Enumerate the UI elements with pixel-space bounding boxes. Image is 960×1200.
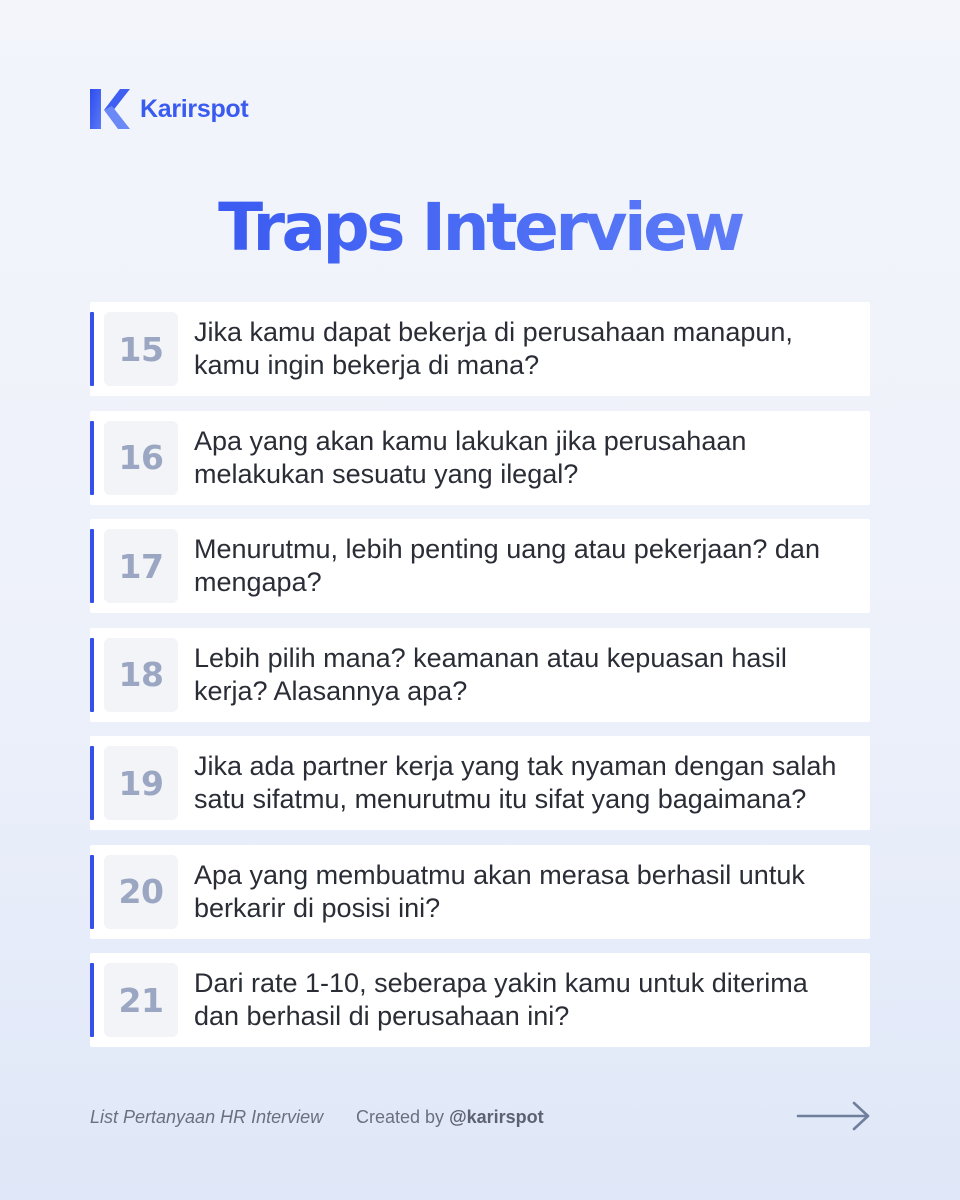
arrow-right-icon[interactable]: [796, 1100, 872, 1132]
accent-bar: [90, 421, 94, 495]
question-number: 19: [104, 746, 178, 820]
question-item: [90, 519, 870, 613]
accent-bar: [90, 638, 94, 712]
question-text: Jika ada partner kerja yang tak nyaman dengan salah satu sifatmu, menurutmu itu sifat yang bagaimana?: [194, 751, 837, 814]
question-number: 15: [104, 312, 178, 386]
credit-prefix: Created by: [356, 1107, 445, 1127]
question-number: 21: [104, 963, 178, 1037]
accent-bar: [90, 529, 94, 603]
question-item: [90, 736, 870, 830]
question-number: 16: [104, 421, 178, 495]
question-text: Lebih pilih mana? keamanan atau kepuasan hasil kerja? Alasannya apa?: [194, 642, 787, 706]
brand: [90, 88, 248, 130]
question-number: 18: [104, 638, 178, 712]
question-text: Menurutmu, lebih penting uang atau pekerjaan? dan mengapa?: [194, 534, 820, 597]
footer-list-label: List Pertanyaan HR Interview: [90, 1107, 324, 1127]
question-item: [90, 845, 870, 939]
brand-name: Karirspot: [140, 94, 249, 123]
question-item: [90, 628, 870, 722]
question-item: [90, 302, 870, 396]
footer-credit: [356, 1107, 544, 1128]
accent-bar: [90, 746, 94, 820]
question-number: 20: [104, 855, 178, 929]
question-number: 17: [104, 529, 178, 603]
question-list: [90, 302, 870, 1062]
question-text: Dari rate 1-10, seberapa yakin kamu untuk diterima dan berhasil di perusahaan ini?: [194, 968, 808, 1031]
accent-bar: [90, 963, 94, 1037]
page-title: Traps Interview: [0, 188, 960, 268]
accent-bar: [90, 855, 94, 929]
question-item: [90, 953, 870, 1047]
credit-handle[interactable]: @karirspot: [449, 1107, 544, 1127]
accent-bar: [90, 312, 94, 386]
question-text: Jika kamu dapat bekerja di perusahaan manapun, kamu ingin bekerja di mana?: [194, 317, 793, 380]
karirspot-logo-icon: [90, 89, 130, 129]
question-text: Apa yang akan kamu lakukan jika perusahaan melakukan sesuatu yang ilegal?: [194, 425, 747, 489]
question-item: [90, 411, 870, 505]
question-text: Apa yang membuatmu akan merasa berhasil untuk berkarir di posisi ini?: [194, 859, 805, 923]
